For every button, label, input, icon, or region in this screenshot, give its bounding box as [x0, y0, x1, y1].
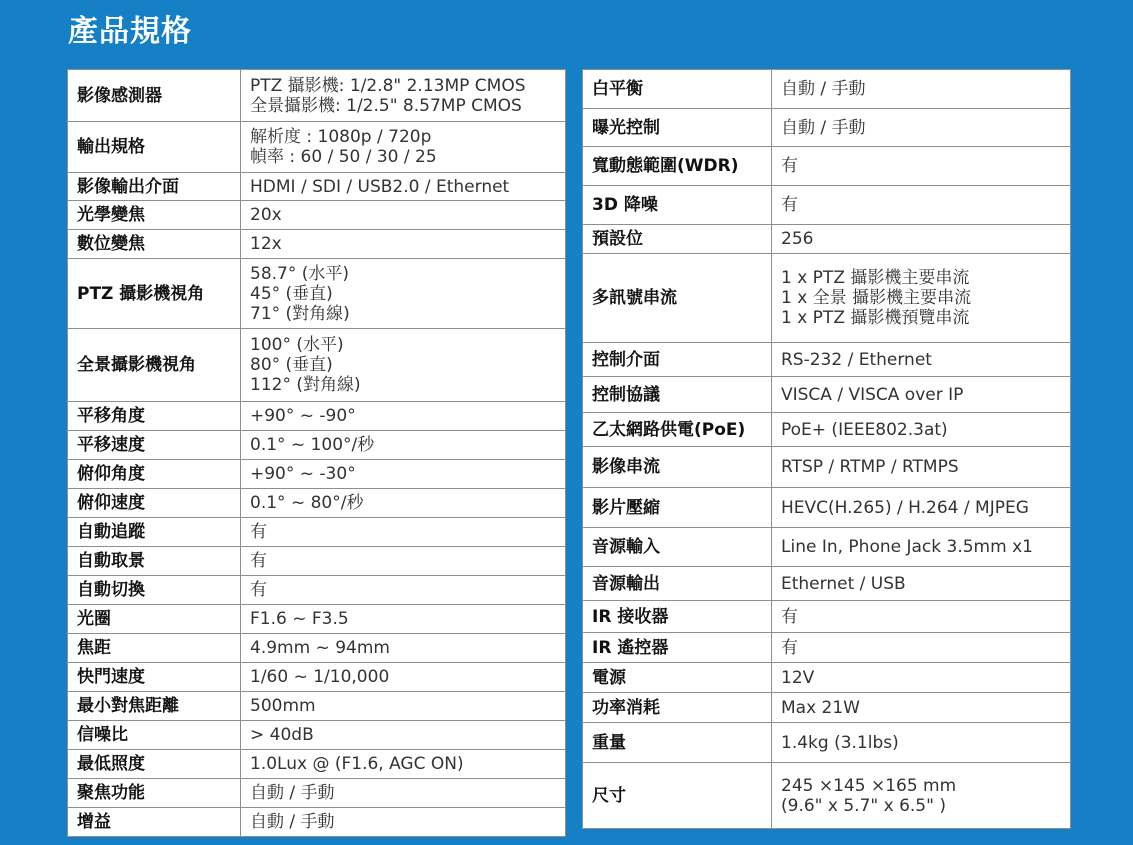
spec-row	[583, 693, 1071, 723]
spec-row	[583, 147, 1071, 186]
spec-value	[772, 413, 1071, 447]
spec-label: 俯仰角度	[68, 460, 241, 489]
spec-label: 焦距	[68, 634, 241, 663]
spec-value	[241, 779, 566, 808]
spec-row	[68, 721, 566, 750]
spec-table-right	[582, 69, 1071, 829]
spec-value	[241, 431, 566, 460]
spec-row	[68, 547, 566, 576]
spec-value-line: 500mm	[250, 696, 316, 716]
spec-value-line: +90° ~ -90°	[250, 406, 356, 426]
spec-value-line: 自動 / 手動	[781, 79, 866, 99]
spec-value	[241, 402, 566, 431]
spec-row	[68, 70, 566, 122]
spec-value	[241, 663, 566, 692]
spec-label: IR 遙控器	[583, 633, 772, 663]
spec-label: 自動切換	[68, 576, 241, 605]
spec-row	[68, 576, 566, 605]
spec-label: 乙太網路供電(PoE)	[583, 413, 772, 447]
spec-value	[772, 225, 1071, 254]
spec-value-line: 1.4kg (3.1lbs)	[781, 732, 899, 753]
spec-label: 控制介面	[583, 343, 772, 377]
spec-row	[68, 605, 566, 634]
spec-label: IR 接收器	[583, 601, 772, 633]
spec-value-line: 有	[781, 606, 798, 627]
spec-value-line: 幀率 : 60 / 50 / 30 / 25	[250, 147, 437, 167]
spec-value-line: RTSP / RTMP / RTMPS	[781, 457, 959, 477]
spec-label: 俯仰速度	[68, 489, 241, 518]
spec-row	[583, 343, 1071, 377]
spec-label: 控制協議	[583, 377, 772, 413]
spec-value	[241, 750, 566, 779]
spec-label: 功率消耗	[583, 693, 772, 723]
spec-row	[68, 259, 566, 329]
spec-row	[583, 633, 1071, 663]
spec-row	[583, 413, 1071, 447]
spec-value-line: 自動 / 手動	[250, 812, 335, 832]
spec-value-line: 12x	[250, 234, 282, 254]
spec-label: 影像感測器	[68, 70, 241, 122]
spec-value	[241, 692, 566, 721]
spec-value-line: 0.1° ~ 80°/秒	[250, 493, 364, 513]
spec-row	[68, 779, 566, 808]
spec-label: 最低照度	[68, 750, 241, 779]
spec-row	[583, 225, 1071, 254]
spec-value	[772, 488, 1071, 528]
spec-row	[583, 663, 1071, 693]
spec-label: 聚焦功能	[68, 779, 241, 808]
spec-value-line: +90° ~ -30°	[250, 464, 356, 484]
spec-row	[68, 663, 566, 692]
spec-row	[583, 70, 1071, 109]
spec-row	[68, 173, 566, 201]
spec-value	[772, 528, 1071, 567]
spec-label: 平移角度	[68, 402, 241, 431]
spec-value	[241, 547, 566, 576]
spec-value	[772, 567, 1071, 601]
spec-row	[583, 109, 1071, 147]
spec-value-line: Line In, Phone Jack 3.5mm x1	[781, 537, 1033, 557]
spec-label: 輸出規格	[68, 122, 241, 173]
spec-value	[241, 201, 566, 230]
spec-label: 快門速度	[68, 663, 241, 692]
spec-value	[772, 70, 1071, 109]
spec-label: 全景攝影機視角	[68, 329, 241, 402]
spec-row	[68, 329, 566, 402]
spec-label: 3D 降噪	[583, 186, 772, 225]
spec-value	[241, 230, 566, 259]
spec-label: 寬動態範圍(WDR)	[583, 147, 772, 186]
spec-value	[772, 343, 1071, 377]
spec-value-line: 自動 / 手動	[781, 117, 866, 138]
spec-value	[772, 254, 1071, 343]
spec-label: 預設位	[583, 225, 772, 254]
spec-value	[241, 173, 566, 201]
spec-row	[68, 122, 566, 173]
spec-value-line: PoE+ (IEEE802.3at)	[781, 419, 948, 440]
spec-row	[68, 489, 566, 518]
spec-value	[241, 518, 566, 547]
spec-value	[772, 663, 1071, 693]
spec-row	[583, 186, 1071, 225]
spec-row	[68, 201, 566, 230]
spec-value	[241, 721, 566, 750]
spec-value-line: 有	[250, 551, 267, 571]
spec-value	[772, 186, 1071, 225]
spec-value-line: 0.1° ~ 100°/秒	[250, 435, 375, 455]
spec-label: 音源輸出	[583, 567, 772, 601]
spec-label: 光學變焦	[68, 201, 241, 230]
spec-row	[68, 518, 566, 547]
spec-row	[583, 763, 1071, 829]
spec-label: 影像輸出介面	[68, 173, 241, 201]
spec-row	[583, 447, 1071, 488]
spec-value	[241, 259, 566, 329]
spec-row	[583, 567, 1071, 601]
spec-row	[583, 488, 1071, 528]
spec-label: 重量	[583, 723, 772, 763]
spec-row	[583, 254, 1071, 343]
spec-row	[583, 723, 1071, 763]
spec-label: 尺寸	[583, 763, 772, 829]
spec-value-line: 有	[250, 522, 267, 542]
spec-value-line: 20x	[250, 205, 282, 225]
spec-value	[241, 460, 566, 489]
spec-label: 音源輸入	[583, 528, 772, 567]
spec-row	[68, 750, 566, 779]
spec-value-line: > 40dB	[250, 725, 314, 745]
spec-value-line: 有	[781, 195, 798, 215]
spec-label: 增益	[68, 808, 241, 837]
spec-row	[68, 692, 566, 721]
spec-value-line: 全景攝影機: 1/2.5" 8.57MP CMOS	[250, 95, 522, 116]
spec-value	[241, 122, 566, 173]
spec-label: 多訊號串流	[583, 254, 772, 343]
spec-row	[583, 601, 1071, 633]
spec-value-line: HDMI / SDI / USB2.0 / Ethernet	[250, 176, 510, 197]
spec-row	[68, 634, 566, 663]
spec-value	[241, 634, 566, 663]
spec-value-line: HEVC(H.265) / H.264 / MJPEG	[781, 497, 1029, 518]
spec-value	[772, 147, 1071, 186]
spec-value-line: RS-232 / Ethernet	[781, 349, 932, 370]
page-title: 產品規格	[68, 14, 192, 49]
spec-value-line: 1 x PTZ 攝影機預覽串流	[781, 308, 970, 328]
spec-value	[772, 693, 1071, 723]
spec-value-line: 100° (水平)	[250, 335, 344, 355]
spec-value-line: 解析度 : 1080p / 720p	[250, 127, 432, 147]
spec-value	[772, 723, 1071, 763]
spec-value-line: 有	[781, 637, 798, 658]
spec-value-line: 自動 / 手動	[250, 783, 335, 803]
spec-value-line: (9.6" x 5.7" x 6.5" )	[781, 795, 946, 816]
spec-value-line: 80° (垂直)	[250, 355, 333, 375]
spec-label: 最小對焦距離	[68, 692, 241, 721]
spec-value-line: F1.6 ~ F3.5	[250, 609, 349, 629]
spec-value	[241, 489, 566, 518]
spec-label: 曝光控制	[583, 109, 772, 147]
spec-value-line: 1 x PTZ 攝影機主要串流	[781, 268, 970, 288]
spec-label: PTZ 攝影機視角	[68, 259, 241, 329]
spec-value	[241, 576, 566, 605]
spec-value-line: PTZ 攝影機: 1/2.8" 2.13MP CMOS	[250, 75, 526, 96]
spec-value-line: VISCA / VISCA over IP	[781, 384, 964, 405]
spec-value	[772, 633, 1071, 663]
spec-label: 數位變焦	[68, 230, 241, 259]
spec-value-line: 245 ×145 ×165 mm	[781, 775, 957, 796]
spec-value-line: 有	[250, 580, 267, 600]
spec-value	[241, 808, 566, 837]
spec-value	[241, 329, 566, 402]
spec-value	[772, 601, 1071, 633]
spec-label: 白平衡	[583, 70, 772, 109]
spec-label: 影片壓縮	[583, 488, 772, 528]
spec-label: 自動追蹤	[68, 518, 241, 547]
spec-row	[68, 230, 566, 259]
spec-value-line: 12V	[781, 667, 815, 688]
spec-row	[68, 808, 566, 837]
spec-value-line: 71° (對角線)	[250, 303, 350, 324]
spec-label: 信噪比	[68, 721, 241, 750]
spec-value-line: 4.9mm ~ 94mm	[250, 638, 390, 658]
spec-table-left	[67, 69, 566, 837]
spec-value-line: 256	[781, 229, 814, 249]
spec-value-line: 有	[781, 156, 798, 176]
spec-value-line: 45° (垂直)	[250, 283, 333, 304]
spec-row	[583, 528, 1071, 567]
spec-row	[68, 402, 566, 431]
spec-label: 自動取景	[68, 547, 241, 576]
spec-label: 影像串流	[583, 447, 772, 488]
spec-row	[583, 377, 1071, 413]
spec-value-line: 1/60 ~ 1/10,000	[250, 667, 390, 687]
spec-value	[772, 109, 1071, 147]
spec-row	[68, 460, 566, 489]
spec-value-line: Ethernet / USB	[781, 573, 906, 594]
spec-value	[772, 377, 1071, 413]
spec-label: 平移速度	[68, 431, 241, 460]
spec-value-line: 1.0Lux @ (F1.6, AGC ON)	[250, 754, 464, 774]
spec-value	[241, 70, 566, 122]
spec-value-line: 58.7° (水平)	[250, 263, 350, 284]
spec-value	[241, 605, 566, 634]
spec-label: 光圈	[68, 605, 241, 634]
spec-value-line: 112° (對角線)	[250, 375, 361, 395]
spec-label: 電源	[583, 663, 772, 693]
spec-row	[68, 431, 566, 460]
spec-value-line: 1 x 全景 攝影機主要串流	[781, 288, 972, 308]
spec-value-line: Max 21W	[781, 697, 860, 718]
spec-value	[772, 763, 1071, 829]
spec-value	[772, 447, 1071, 488]
